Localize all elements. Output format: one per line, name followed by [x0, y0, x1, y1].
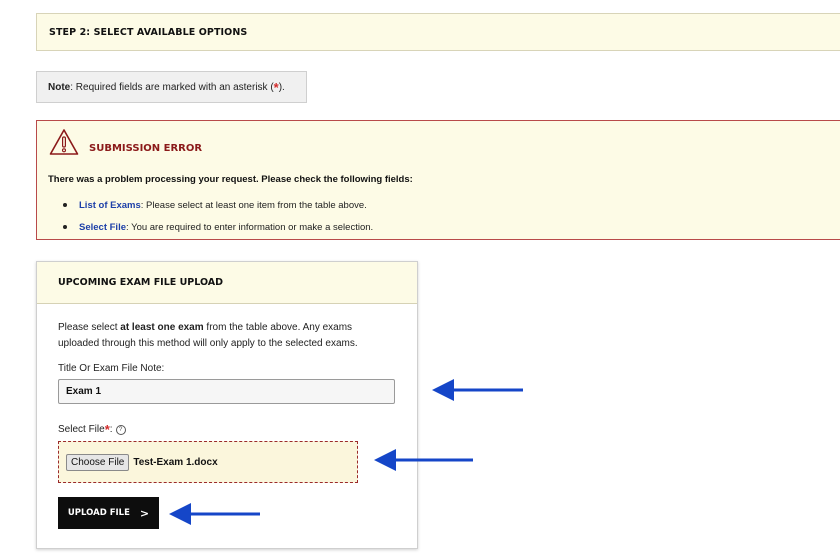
select-file-label-text: Select File — [58, 424, 105, 435]
file-picker — [58, 441, 358, 483]
instruction-bold: at least one exam — [120, 322, 204, 333]
error-item-select-file — [63, 216, 373, 238]
note-text-end: ). — [278, 82, 285, 93]
error-link-select-file[interactable]: Select File — [79, 221, 126, 233]
label-colon: : — [109, 424, 113, 435]
card-header — [37, 262, 417, 304]
help-icon[interactable]: ? — [116, 425, 126, 435]
card-title: UPCOMING EXAM FILE UPLOAD — [58, 277, 224, 288]
error-title: SUBMISSION ERROR — [89, 143, 203, 154]
error-link-list-of-exams[interactable]: List of Exams — [79, 199, 141, 211]
arrow-left-icon — [432, 377, 524, 403]
title-field-label: Title Or Exam File Note: — [58, 363, 165, 374]
error-description: There was a problem processing your request. Please check the following fields: — [48, 174, 413, 185]
instruction-text: Please select — [58, 322, 121, 333]
submission-error-panel — [36, 120, 840, 240]
step-header — [36, 13, 840, 51]
instruction-text-end: from the table above. Any exams uploaded through this method will only apply to the selected exams. — [58, 322, 358, 349]
choose-file-button[interactable]: Choose File — [66, 454, 129, 471]
chevron-right-icon: > — [139, 506, 150, 520]
required-asterisk-icon: * — [104, 422, 110, 437]
error-list — [63, 194, 373, 238]
warning-triangle-icon — [49, 128, 79, 156]
error-message: : Please select at least one item from the table above. — [140, 199, 367, 211]
arrow-left-icon — [169, 501, 261, 527]
error-message: : You are required to enter information or make a selection. — [126, 221, 374, 233]
required-asterisk-icon: * — [273, 80, 279, 95]
selected-file-name: Test-Exam 1.docx — [133, 456, 218, 468]
upload-file-button[interactable] — [58, 497, 159, 529]
title-input[interactable] — [58, 379, 395, 404]
upload-instructions — [58, 320, 388, 352]
step-title: STEP 2: SELECT AVAILABLE OPTIONS — [49, 26, 248, 38]
select-file-label — [58, 423, 126, 435]
note-text: : Required fields are marked with an asterisk ( — [70, 82, 274, 93]
bullet-icon — [63, 203, 67, 207]
note-label: Note — [48, 82, 71, 93]
error-item-list-of-exams — [63, 194, 373, 216]
required-note — [36, 71, 307, 103]
bullet-icon — [63, 225, 67, 229]
upload-button-label: UPLOAD FILE — [67, 508, 130, 518]
arrow-left-icon — [374, 447, 474, 473]
